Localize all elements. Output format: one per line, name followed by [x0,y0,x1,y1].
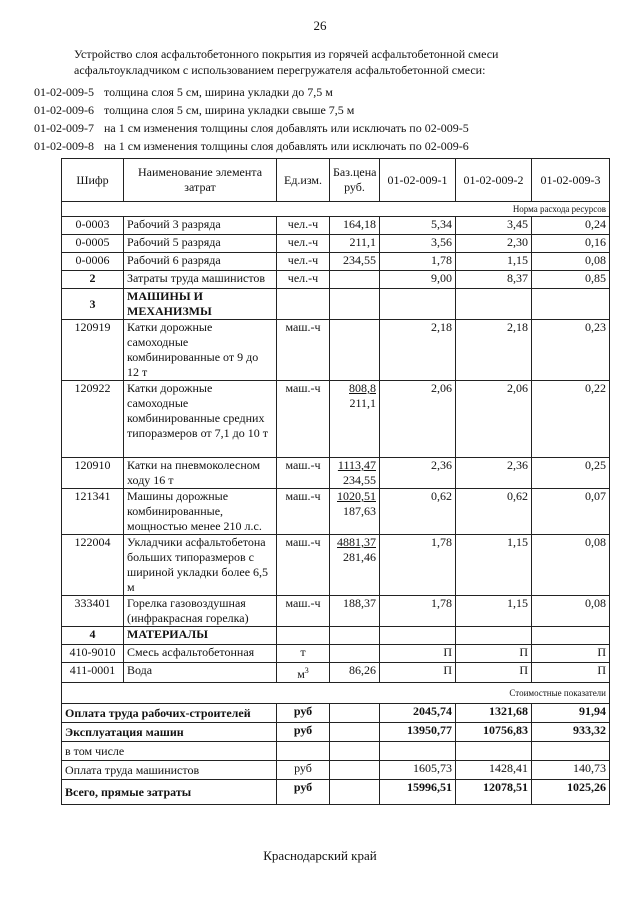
code-id: 01-02-009-7 [34,121,94,135]
norms-table [61,158,610,805]
cell-value: 0,16 [532,235,610,253]
cost-unit: руб [277,761,330,780]
cell-value: П [532,663,610,683]
code-item [34,101,614,119]
cell-empty [330,761,380,780]
cell-value: 1428,41 [456,761,532,780]
cell-value: 1,15 [456,253,532,271]
cell-value: 0,08 [532,253,610,271]
cell-code: 120910 [62,458,124,489]
cell-value: 0,08 [532,596,610,627]
table-row [62,320,610,381]
cell-value [532,742,610,761]
cell-value: 3,56 [380,235,456,253]
cost-name: в том числе [62,742,277,761]
table-row [62,458,610,489]
code-item [34,119,614,137]
norm-label-row [62,202,610,217]
cell-value: П [532,645,610,663]
cell-empty [277,289,330,320]
cell-unit: т [277,645,330,663]
code-list [34,83,614,155]
cell-name: Рабочий 3 разряда [124,217,277,235]
cell-value: П [456,645,532,663]
cell-name: Укладчики асфальтобетона больших типоразмеров с шириной укладки более 6,5 м [124,535,277,596]
cell-unit: маш.-ч [277,535,330,596]
cell-unit: маш.-ч [277,381,330,458]
cell-unit: чел.-ч [277,235,330,253]
cell-code: 4 [62,627,124,645]
cell-value: 0,24 [532,217,610,235]
cell-value: 91,94 [532,704,610,723]
cell-price [330,645,380,663]
cell-unit: маш.-ч [277,320,330,381]
section-row [62,627,610,645]
code-item [34,137,614,155]
table-row [62,253,610,271]
table-header-row [62,159,610,202]
cell-name: Затраты труда машинистов [124,271,277,289]
cell-code: 3 [62,289,124,320]
cell-value: 1,78 [380,596,456,627]
price-top: 808,8 [349,381,376,395]
cell-code: 0-0006 [62,253,124,271]
cell-value: П [456,663,532,683]
code-text: на 1 см изменения толщины слоя добавлять или исключать по 02-009-5 [104,121,469,135]
cost-row [62,742,610,761]
cell-price [330,320,380,381]
cell-code: 122004 [62,535,124,596]
cell-name: Катки дорожные самоходные комбинированные средних типоразмеров от 7,1 до 10 т [124,381,277,458]
cell-value: 5,34 [380,217,456,235]
cell-unit: чел.-ч [277,271,330,289]
cost-label: Стоимостные показатели [62,683,610,704]
cell-value: 2,06 [456,381,532,458]
cell-unit: маш.-ч [277,458,330,489]
cell-value: 140,73 [532,761,610,780]
table-row [62,235,610,253]
code-item [34,83,614,101]
cell-price: 188,37 [330,596,380,627]
cell-value: 0,08 [532,535,610,596]
cell-code: 411-0001 [62,663,124,683]
section-row [62,289,610,320]
cell-value: 15996,51 [380,780,456,805]
cell-value: 10756,83 [456,723,532,742]
cell-unit: маш.-ч [277,489,330,535]
price-base: 211,1 [349,396,376,410]
col-header: 01-02-009-3 [532,159,610,202]
cell-value: 2,30 [456,235,532,253]
cell-value: 0,22 [532,381,610,458]
cell-name: Катки на пневмоколесном ходу 16 т [124,458,277,489]
cell-code: 120919 [62,320,124,381]
table-row [62,645,610,663]
cell-price: 211,1 [330,235,380,253]
cell-empty [532,627,610,645]
cell-value: 2,36 [380,458,456,489]
col-header: Баз.цена руб. [330,159,380,202]
cell-code: 120922 [62,381,124,458]
cost-name: Оплата труда машинистов [62,761,277,780]
cell-empty [330,289,380,320]
cell-empty [277,627,330,645]
cost-unit [277,742,330,761]
cell-unit [277,663,330,683]
table-row [62,489,610,535]
unit-sup: 3 [304,666,309,675]
price-top: 4881,37 [337,535,376,549]
price-base: 281,46 [343,550,376,564]
cell-value: 2045,74 [380,704,456,723]
cell-price [330,271,380,289]
cell-name: Смесь асфальтобетонная [124,645,277,663]
cell-unit: чел.-ч [277,253,330,271]
cell-empty [532,289,610,320]
cell-value: 1605,73 [380,761,456,780]
cell-code: 0-0005 [62,235,124,253]
cell-empty [380,627,456,645]
code-id: 01-02-009-5 [34,85,94,99]
cell-value: 0,07 [532,489,610,535]
cell-code: 410-9010 [62,645,124,663]
cell-price [330,535,380,596]
cell-value: 2,06 [380,381,456,458]
price-top: 1020,51 [337,489,376,503]
intro-text: Устройство слоя асфальтобетонного покрытия из горячей асфальтобетонной смеси асфальтоукладчиком с использованием перегружателя асфальтобетонной смеси: [74,47,499,77]
cell-empty [456,627,532,645]
cell-name: Горелка газовоздушная (инфракрасная горелка) [124,596,277,627]
cost-row [62,761,610,780]
cell-value: 2,18 [380,320,456,381]
cost-unit: руб [277,780,330,805]
cell-value: 1025,26 [532,780,610,805]
cell-value: П [380,645,456,663]
cell-empty [330,704,380,723]
price-base: 234,55 [343,473,376,487]
code-text: толщина слоя 5 см, ширина укладки свыше 7,5 м [104,103,355,117]
table-row [62,217,610,235]
table-row [62,596,610,627]
cell-value: 12078,51 [456,780,532,805]
cell-empty [330,780,380,805]
cell-value: 9,00 [380,271,456,289]
cost-unit: руб [277,723,330,742]
cell-value: 8,37 [456,271,532,289]
cell-price [330,458,380,489]
cell-name: МАШИНЫ И МЕХАНИЗМЫ [124,289,277,320]
cell-value: 933,32 [532,723,610,742]
cell-price [330,489,380,535]
cell-value: 0,62 [456,489,532,535]
cell-code: 0-0003 [62,217,124,235]
cell-empty [380,289,456,320]
cost-name: Оплата труда рабочих-строителей [62,704,277,723]
cell-value: 3,45 [456,217,532,235]
cell-price: 234,55 [330,253,380,271]
code-id: 01-02-009-8 [34,139,94,153]
col-header: Ед.изм. [277,159,330,202]
table-row [62,535,610,596]
cell-value: 2,18 [456,320,532,381]
cell-value: 1,15 [456,535,532,596]
cell-code: 121341 [62,489,124,535]
cell-empty [330,723,380,742]
cost-name: Эксплуатация машин [62,723,277,742]
cost-row [62,704,610,723]
cell-code: 2 [62,271,124,289]
price-top: 1113,47 [337,458,376,472]
cell-value [456,742,532,761]
price-base: 187,63 [343,504,376,518]
cell-value: 13950,77 [380,723,456,742]
page-number: 26 [313,18,327,33]
col-header: 01-02-009-1 [380,159,456,202]
cell-value: 0,62 [380,489,456,535]
col-header: 01-02-009-2 [456,159,532,202]
cell-value: 2,36 [456,458,532,489]
cost-label-row [62,683,610,704]
footer-region: Краснодарский край [263,848,377,863]
cell-name: Рабочий 6 разряда [124,253,277,271]
code-text: толщина слоя 5 см, ширина укладки до 7,5 м [104,85,333,99]
cell-value: П [380,663,456,683]
cell-value: 0,85 [532,271,610,289]
cell-value: 0,23 [532,320,610,381]
cell-empty [330,742,380,761]
norm-label: Норма расхода ресурсов [62,202,610,217]
col-header: Наименование элемента затрат [124,159,277,202]
cost-unit: руб [277,704,330,723]
cell-empty [456,289,532,320]
cell-empty [330,627,380,645]
cell-unit: чел.-ч [277,217,330,235]
cell-name: Вода [124,663,277,683]
cost-row [62,780,610,805]
cell-name: Машины дорожные комбинированные, мощностью менее 210 л.с. [124,489,277,535]
unit-base: м [297,667,305,681]
table-row [62,663,610,683]
cell-unit: маш.-ч [277,596,330,627]
cell-name: МАТЕРИАЛЫ [124,627,277,645]
section-row [62,271,610,289]
col-header: Шифр [62,159,124,202]
cell-value: 1,15 [456,596,532,627]
cell-value: 1,78 [380,253,456,271]
cell-value: 1,78 [380,535,456,596]
cell-name: Катки дорожные самоходные комбинированные от 9 до 12 т [124,320,277,381]
cost-name: Всего, прямые затраты [62,780,277,805]
cell-price [330,381,380,458]
code-id: 01-02-009-6 [34,103,94,117]
cell-value: 1321,68 [456,704,532,723]
code-text: на 1 см изменения толщины слоя добавлять или исключать по 02-009-6 [104,139,469,153]
cell-name: Рабочий 5 разряда [124,235,277,253]
cell-price: 86,26 [330,663,380,683]
table-row [62,381,610,458]
cost-row [62,723,610,742]
cell-value [380,742,456,761]
cell-price: 164,18 [330,217,380,235]
cell-value: 0,25 [532,458,610,489]
cell-code: 333401 [62,596,124,627]
